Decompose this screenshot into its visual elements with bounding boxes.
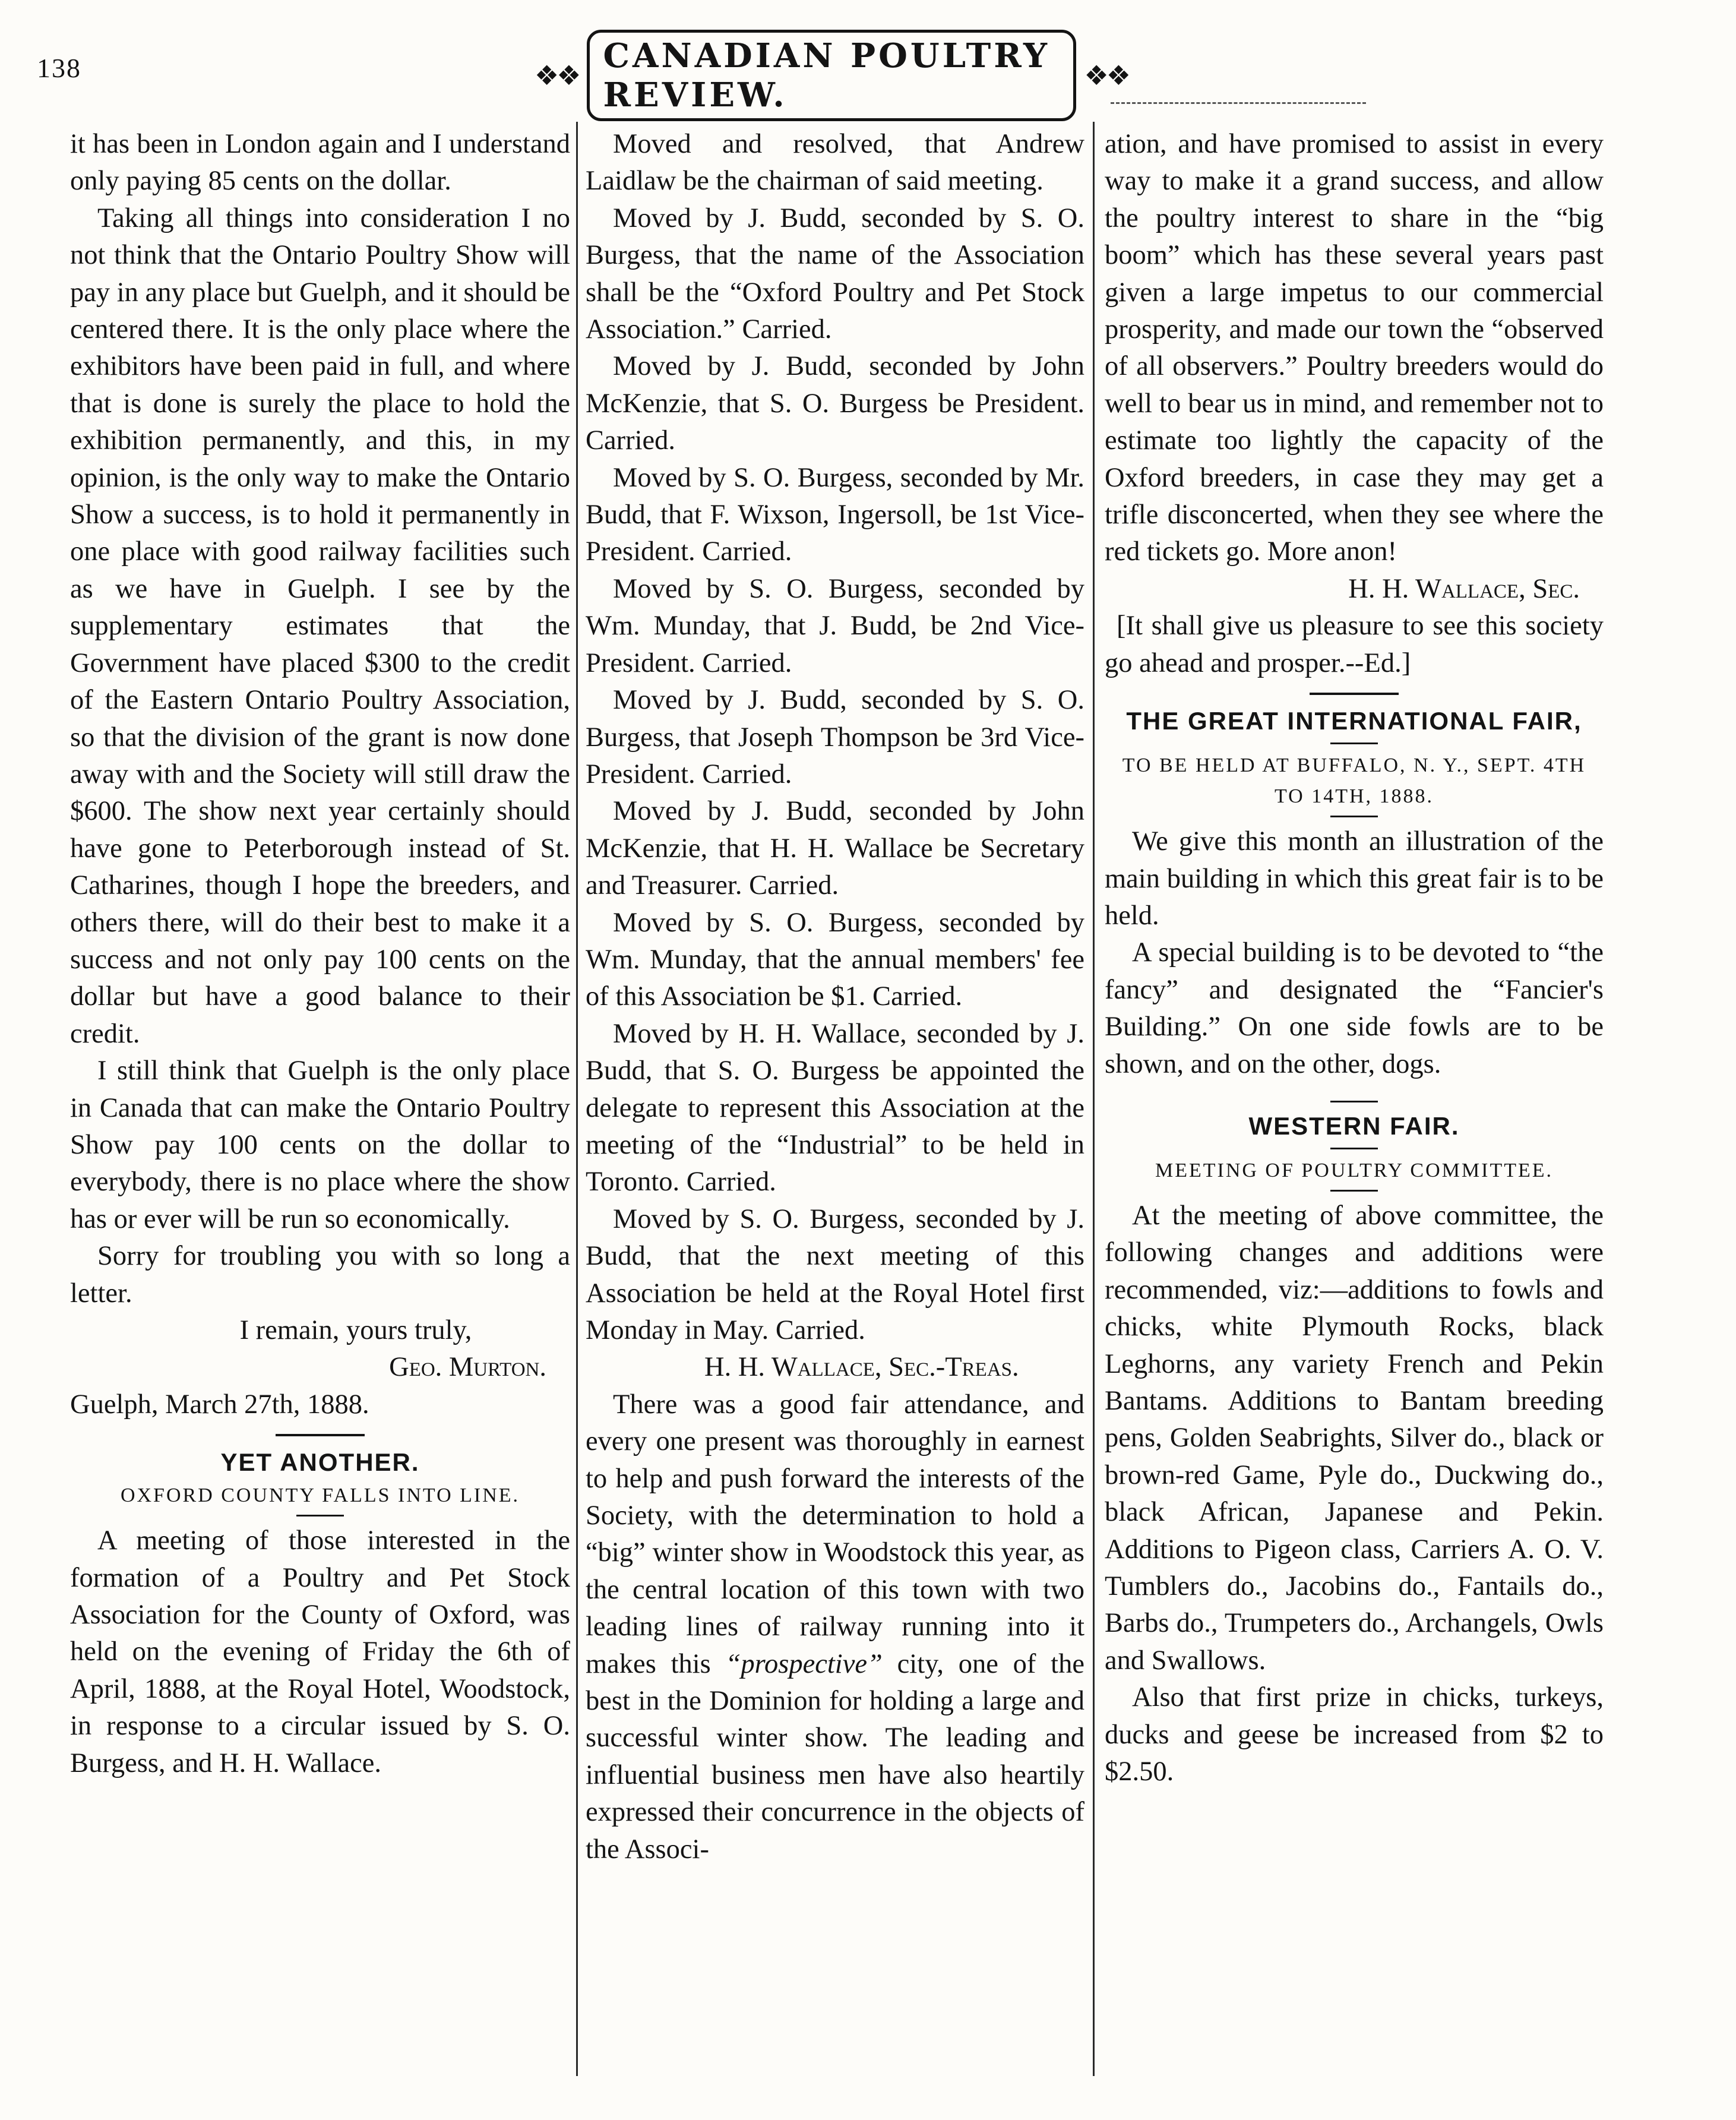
section-rule	[276, 1434, 365, 1436]
right-ornament-icon: ❖❖	[1084, 61, 1128, 91]
page-number: 138	[37, 53, 81, 83]
resolution-paragraph: Moved by J. Budd, seconded by S. O. Burgess, that the name of the Association shall be the “Oxford Poultry and Pet Stock Association.” Carried.	[586, 203, 1084, 345]
section-rule	[1310, 693, 1399, 695]
section-rule	[1330, 1101, 1378, 1102]
section-rule	[1330, 743, 1378, 744]
header-rule	[1111, 102, 1366, 104]
column-2	[586, 126, 1084, 1868]
resolution-paragraph: Moved by S. O. Burgess, seconded by Wm. Munday, that J. Budd, be 2nd Vice-President. Carried.	[586, 573, 1084, 678]
section-rule	[296, 1515, 344, 1516]
article-subheading: MEETING OF POULTRY COMMITTEE.	[1155, 1159, 1554, 1181]
left-ornament-icon: ❖❖	[535, 61, 579, 91]
column-3	[1105, 126, 1604, 1790]
col3-paragraph: ation, and have promised to assist in every way to make it a grand success, and allow the poultry interest to share in the “big boom” which has these several years past given a large impetus to our commercial prosperity, and made our town the “observed of all observers.” Poultry breeders would do well to bear us in mind, and remember not to estimate too lightly the capacity of the Oxford breeders, in case they may get a trifle disconcerted, when they see where the red tickets go. More anon!	[1105, 129, 1604, 567]
article-subheading: OXFORD COUNTY FALLS INTO LINE.	[120, 1484, 520, 1507]
section-rule	[1330, 1148, 1378, 1149]
letter-signature: Geo. Murton.	[389, 1352, 546, 1383]
secretary-signature: H. H. Wallace, Sec.-Treas.	[704, 1352, 1019, 1383]
col3-paragraph: At the meeting of above committee, the following changes and additions were recommended, viz:—additions to fowls and chicks, white Plymouth Rocks, black Leghorns, any variety French and Pekin Bantams. Additions to Bantam breeding pens, Golden Seabrights, Silver do., black or brown-red Game, Pyle do., Duckwing do., black African, Japanese and Pekin. Additions to Pigeon class, Carriers A. O. V. Tumblers do., Jacobins do., Fantails do., Barbs do., Trumpeters do., Archangels, Owls and Swallows.	[1105, 1200, 1604, 1676]
column-divider-left	[576, 122, 578, 2076]
article-subheading: TO BE HELD AT BUFFALO, N. Y., SEPT. 4TH TO 14TH, 1888.	[1122, 754, 1586, 808]
column-1	[70, 126, 570, 1782]
article-heading: THE GREAT INTERNATIONAL FAIR,	[1126, 707, 1582, 735]
masthead-title: CANADIAN POULTRY REVIEW.	[587, 30, 1076, 121]
resolution-paragraph: Moved by S. O. Burgess, seconded by J. Budd, that the next meeting of this Association be held at the Royal Hotel first Monday in May. Carried.	[586, 1203, 1084, 1345]
col1-paragraph: it has been in London again and I understand only paying 85 cents on the dollar.	[70, 129, 570, 197]
column-divider-right	[1093, 122, 1095, 2076]
section-rule	[1330, 1190, 1378, 1192]
text-run: city, one of the best in the Dominion for holding a large and successful winter show. The leading and influential business men have also heartily expressed their concurrence in the objects of the Associ-	[586, 1648, 1084, 1865]
secretary-signature: H. H. Wallace, Sec.	[1348, 573, 1580, 604]
letter-closing: I remain, yours truly,	[239, 1315, 472, 1345]
col1-paragraph: Sorry for troubling you with so long a letter.	[70, 1241, 570, 1309]
col1-paragraph: A meeting of those interested in the formation of a Poultry and Pet Stock Association for the County of Oxford, was held on the evening of Friday the 6th of April, 1888, at the Royal Hotel, Woodstock, in response to a circular issued by S. O. Burgess, and H. H. Wallace.	[70, 1525, 570, 1778]
editor-note: [It shall give us pleasure to see this society go ahead and prosper.--Ed.]	[1105, 611, 1604, 678]
col1-paragraph: I still think that Guelph is the only place in Canada that can make the Ontario Poultry Show pay 100 cents on the dollar to everybody, there is no place where the show has or ever will be run so economically.	[70, 1056, 570, 1234]
col3-paragraph: We give this month an illustration of the main building in which this great fair is to be held.	[1105, 826, 1604, 931]
letter-dateline: Guelph, March 27th, 1888.	[70, 1389, 369, 1420]
resolution-paragraph: Moved by S. O. Burgess, seconded by Mr. Budd, that F. Wixson, Ingersoll, be 1st Vice-President. Carried.	[586, 462, 1084, 567]
col2-paragraph	[586, 1386, 1084, 1868]
resolution-paragraph: Moved by J. Budd, seconded by John McKenzie, that S. O. Burgess be President. Carried.	[586, 351, 1084, 456]
resolution-paragraph: Moved by S. O. Burgess, seconded by Wm. Munday, that the annual members' fee of this Association be $1. Carried.	[586, 907, 1084, 1012]
resolution-paragraph: Moved and resolved, that Andrew Laidlaw be the chairman of said meeting.	[586, 129, 1084, 197]
col1-paragraph: Taking all things into consideration I no not think that the Ontario Poultry Show will pay in any place but Guelph, and it should be centered there. It is the only place where the exhibitors have been paid in full, and where that is done is surely the place to hold the exhibition permanently, and this, in my opinion, is the only way to make the Ontario Show a success, is to hold it permanently in one place with good railway facilities such as we have in Guelph. I see by the supplementary estimates that the Government have placed $300 to the credit of the Eastern Ontario Poultry Association, so that the division of the grant is now done away with and the Society will still draw the $600. The show next year certainly should have gone to Peterborough instead of St. Catharines, though I hope the breeders, and others there, will do their best to make it a success and not only pay 100 cents on the dollar but have a good balance to their credit.	[70, 203, 570, 1049]
resolution-paragraph: Moved by J. Budd, seconded by S. O. Burgess, that Joseph Thompson be 3rd Vice-President. Carried.	[586, 685, 1084, 789]
section-rule	[1330, 816, 1378, 817]
col3-paragraph: A special building is to be devoted to “the fancy” and designated the “Fancier's Building.” On one side fowls are to be shown, and on the other, dogs.	[1105, 937, 1604, 1079]
col3-paragraph: Also that first prize in chicks, turkeys, ducks and geese be increased from $2 to $2.50.	[1105, 1682, 1604, 1787]
resolution-paragraph: Moved by J. Budd, seconded by John McKenzie, that H. H. Wallace be Secretary and Treasurer. Carried.	[586, 796, 1084, 901]
resolution-paragraph: Moved by H. H. Wallace, seconded by J. Budd, that S. O. Burgess be appointed the delegate to represent this Association at the meeting of the “Industrial” to be held in Toronto. Carried.	[586, 1018, 1084, 1198]
text-run: There was a good fair attendance, and every one present was thoroughly in earnest to help and push forward the interests of the Society, with the determination to hold a “big” winter show in Woodstock this year, as the central location of this town with two leading lines of railway running into it makes this	[586, 1389, 1084, 1679]
article-heading: WESTERN FAIR.	[1248, 1111, 1460, 1140]
masthead	[535, 37, 1128, 114]
emphasis-text: “prospective”	[725, 1648, 883, 1679]
article-heading: YET ANOTHER.	[220, 1448, 420, 1477]
